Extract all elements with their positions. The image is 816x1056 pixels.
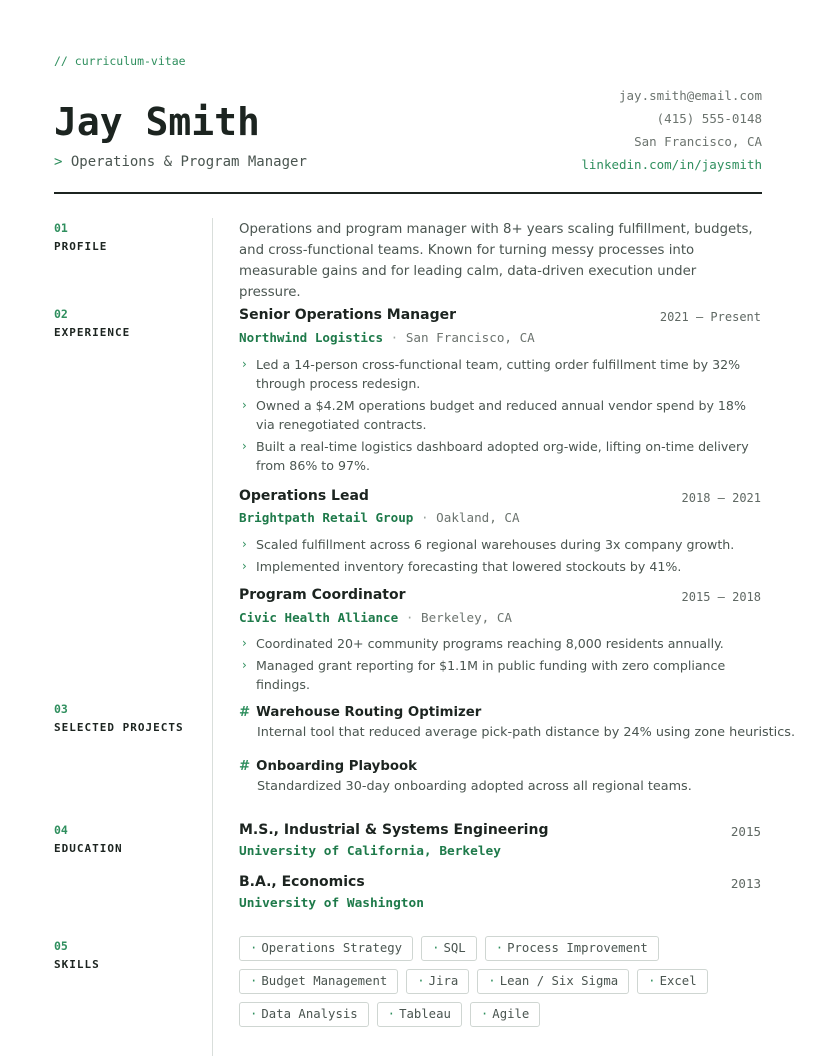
project-title: [239, 759, 417, 774]
bullet-text: Scaled fulfillment across 6 regional warehouses during 3x company growth.: [256, 537, 735, 552]
skill-row: [239, 936, 739, 961]
project-title: [239, 705, 481, 720]
skill-tag: [470, 1002, 540, 1027]
list-item: [239, 396, 761, 434]
column-divider: [212, 218, 213, 1056]
project-name: Warehouse Routing Optimizer: [256, 705, 482, 720]
job-bullets: [239, 355, 761, 478]
skill-tag: [421, 936, 477, 961]
section-title-projects: SELECTED PROJECTS: [54, 721, 184, 734]
headline: [54, 154, 307, 170]
project-name: Onboarding Playbook: [256, 759, 417, 774]
skill-label: Agile: [492, 1007, 530, 1021]
skill-tag: [377, 1002, 462, 1027]
headline-caret: >: [54, 154, 63, 170]
list-item: [239, 535, 761, 554]
job-bullets: [239, 634, 761, 697]
edu-degree: M.S., Industrial & Systems Engineering: [239, 822, 549, 838]
org-name: Civic Health Alliance: [239, 610, 399, 625]
skill-label: Excel: [659, 974, 697, 988]
job-dates: 2015 — 2018: [681, 590, 761, 604]
hash-icon: #: [239, 759, 251, 774]
edu-degree: B.A., Economics: [239, 874, 365, 890]
skill-tag: [239, 969, 398, 994]
skill-label: Jira: [428, 974, 459, 988]
org-location: Oakland, CA: [436, 510, 520, 525]
job-title: Senior Operations Manager: [239, 307, 457, 323]
org-name: Brightpath Retail Group: [239, 510, 414, 525]
chevron-right-icon: ›: [242, 559, 247, 573]
dot-icon: ·: [480, 1007, 489, 1021]
org-separator: ·: [390, 330, 399, 345]
skill-tag: [485, 936, 659, 961]
kicker: // curriculum-vitae: [54, 54, 186, 68]
section-num-profile: 01: [54, 221, 68, 235]
list-item: [239, 557, 761, 576]
job-org: [239, 610, 512, 625]
job-org: [239, 330, 535, 345]
section-title-education: EDUCATION: [54, 842, 123, 855]
contact-block: [581, 84, 762, 176]
org-location: Berkeley, CA: [421, 610, 513, 625]
skill-label: Lean / Six Sigma: [499, 974, 619, 988]
section-num-skills: 05: [54, 939, 68, 953]
dot-icon: ·: [250, 941, 258, 955]
dot-icon: ·: [250, 1007, 258, 1021]
bullet-text: Owned a $4.2M operations budget and reduced annual vendor spend by 18% via renegotiated contracts.: [256, 398, 746, 432]
skill-label: Data Analysis: [261, 1007, 358, 1021]
dot-icon: ·: [250, 974, 258, 988]
list-item: [239, 355, 761, 393]
section-title-experience: EXPERIENCE: [54, 326, 131, 339]
contact-phone: (415) 555-0148: [656, 111, 762, 126]
job-dates: 2018 — 2021: [681, 491, 761, 505]
chevron-right-icon: ›: [242, 357, 247, 371]
bullet-text: Managed grant reporting for $1.1M in public funding with zero compliance findings.: [256, 658, 726, 692]
skill-tag: [239, 936, 413, 961]
header-divider: [54, 192, 762, 194]
contact-location: San Francisco, CA: [634, 134, 762, 149]
list-item: [239, 437, 761, 475]
contact-linkedin[interactable]: linkedin.com/in/jaysmith: [581, 157, 762, 172]
job-title: Program Coordinator: [239, 587, 406, 603]
chevron-right-icon: ›: [242, 537, 247, 551]
section-num-projects: 03: [54, 702, 68, 716]
dot-icon: ·: [648, 974, 656, 988]
skill-label: SQL: [443, 941, 466, 955]
org-separator: ·: [405, 610, 414, 625]
job-org: [239, 510, 520, 525]
dot-icon: ·: [417, 974, 425, 988]
section-title-profile: PROFILE: [54, 240, 108, 253]
skill-row: [239, 1002, 739, 1027]
skill-tag: [239, 1002, 369, 1027]
list-item: [239, 656, 761, 694]
project-desc: Internal tool that reduced average pick-path distance by 24% using zone heuristics.: [257, 725, 796, 740]
chevron-right-icon: ›: [242, 439, 247, 453]
edu-school: University of California, Berkeley: [239, 844, 501, 859]
project-desc: Standardized 30-day onboarding adopted across all regional teams.: [257, 779, 692, 794]
chevron-right-icon: ›: [242, 658, 247, 672]
skills-list: [239, 936, 739, 1035]
edu-school: University of Washington: [239, 896, 424, 911]
chevron-right-icon: ›: [242, 398, 247, 412]
skill-tag: [637, 969, 707, 994]
chevron-right-icon: ›: [242, 636, 247, 650]
bullet-text: Coordinated 20+ community programs reaching 8,000 residents annually.: [256, 636, 724, 651]
job-dates: 2021 — Present: [659, 310, 761, 324]
skill-tag: [406, 969, 469, 994]
bullet-text: Built a real-time logistics dashboard adopted org-wide, lifting on-time delivery from 86% to 97%.: [256, 439, 749, 473]
skill-label: Process Improvement: [507, 941, 648, 955]
job-bullets: [239, 535, 761, 579]
section-title-skills: SKILLS: [54, 958, 100, 971]
org-location: San Francisco, CA: [405, 330, 535, 345]
skill-row: [239, 969, 739, 994]
skill-tag: [477, 969, 629, 994]
hash-icon: #: [239, 705, 251, 720]
headline-text: Operations & Program Manager: [70, 154, 307, 170]
dot-icon: ·: [495, 941, 504, 955]
dot-icon: ·: [387, 1007, 396, 1021]
org-separator: ·: [420, 510, 429, 525]
page-title: Jay Smith: [54, 100, 260, 144]
edu-year: 2013: [730, 876, 761, 891]
job-title: Operations Lead: [239, 488, 369, 504]
bullet-text: Implemented inventory forecasting that lowered stockouts by 41%.: [256, 559, 682, 574]
section-num-experience: 02: [54, 307, 68, 321]
contact-email[interactable]: jay.smith@email.com: [619, 88, 762, 103]
org-name: Northwind Logistics: [239, 330, 384, 345]
skill-label: Operations Strategy: [261, 941, 403, 955]
dot-icon: ·: [488, 974, 496, 988]
section-num-education: 04: [54, 823, 68, 837]
edu-year: 2015: [730, 824, 761, 839]
profile-summary: Operations and program manager with 8+ years scaling fulfillment, budgets, and cross-functional teams. Known for turning messy processes into measurable gains and for leading calm, data-driven execution under pressure.: [239, 222, 753, 300]
dot-icon: ·: [432, 941, 440, 955]
skill-label: Budget Management: [261, 974, 388, 988]
bullet-text: Led a 14-person cross-functional team, cutting order fulfillment time by 32% through process redesign.: [256, 357, 741, 391]
skill-label: Tableau: [399, 1007, 451, 1021]
list-item: [239, 634, 761, 653]
